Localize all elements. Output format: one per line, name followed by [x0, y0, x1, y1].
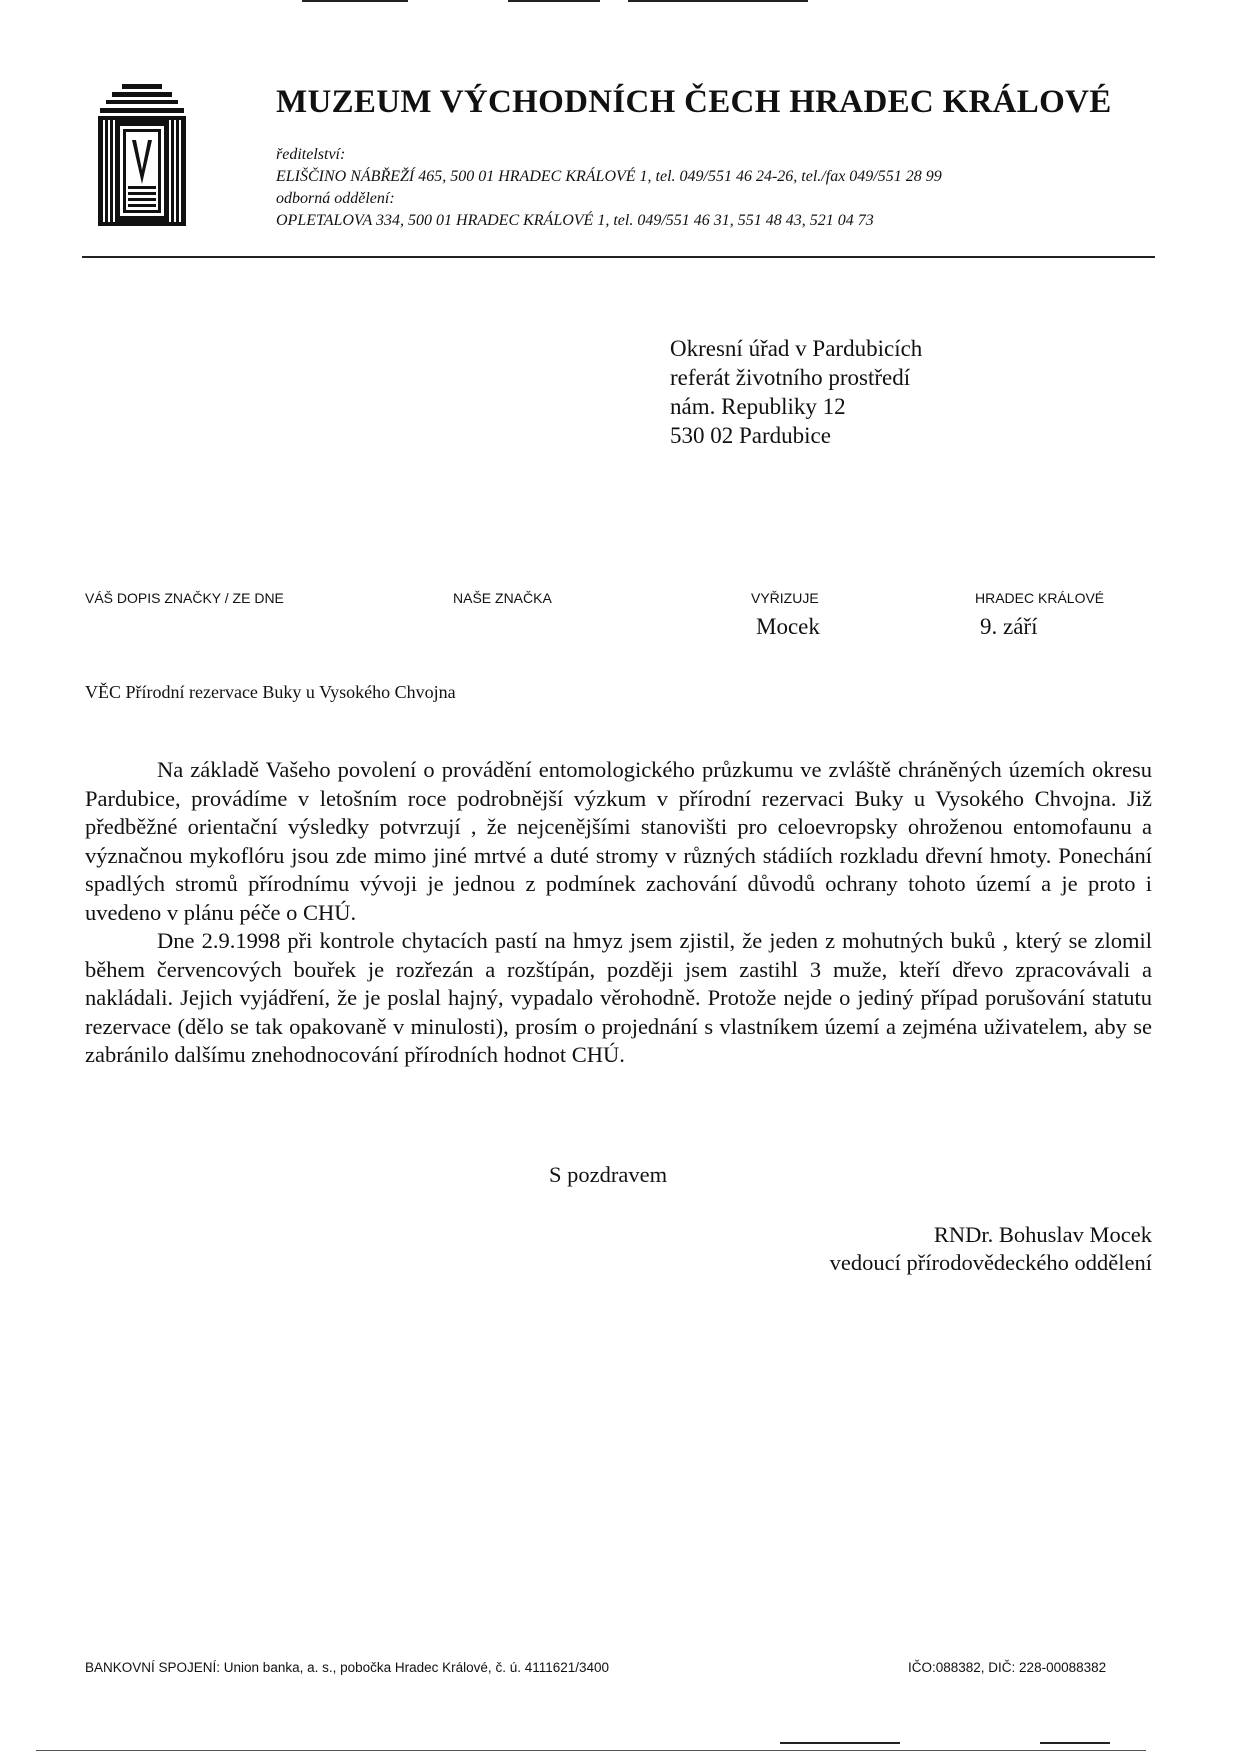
scan-artifact-bottom-3 — [1040, 1742, 1110, 1744]
signature-name: RNDr. Bohuslav Mocek — [933, 1222, 1152, 1247]
recipient-line-3: nám. Republiky 12 — [670, 394, 846, 419]
closing-greeting: S pozdravem — [549, 1162, 668, 1187]
scan-artifact-top-1 — [302, 0, 408, 2]
departments-address: OPLETALOVA 334, 500 01 HRADEC KRÁLOVÉ 1, tel. 049/551 46 31, 551 48 43, 521 04 73 — [276, 212, 874, 229]
directorate-label: ředitelství: — [276, 146, 346, 163]
scan-artifact-top-3 — [628, 0, 808, 2]
handled-by-label: VYŘIZUJE — [751, 590, 819, 606]
signature-role: vedoucí přírodovědeckého oddělení — [829, 1250, 1152, 1275]
body-paragraph-1: Na základě Vašeho povolení o provádění entomologického průzkumu ve zvláště chráněných územích okresu Pardubice, provádíme v letošním roce podrobnější výzkum v přírodní rezervaci Buky u Vysokého Chvojna. Již předběžné orientační výsledky potvrzují , že nejcenějšími stanovišti pro celoevropsky ohroženou entomofaunu a význačnou mykoflóru jsou zde mimo jiné mrtvé a duté stromy v různých stádiích rozkladu dřevní hmoty. Ponechání spadlých stromů přírodnímu vývoji je jednou z podmínek zachování důvodů ochrany tohoto území a je proto i uvedeno v plánu péče o CHÚ. — [85, 757, 1152, 925]
recipient-line-4: 530 02 Pardubice — [670, 423, 831, 448]
museum-logo-icon — [98, 84, 186, 226]
scan-artifact-top-2 — [508, 0, 600, 2]
handled-by-value: Mocek — [756, 614, 820, 639]
recipient-line-1: Okresní úřad v Pardubicích — [670, 336, 923, 361]
header-divider — [82, 256, 1155, 258]
letter-body — [85, 756, 1152, 1070]
scan-artifact-bottom-2 — [780, 1742, 900, 1744]
your-letter-label: VÁŠ DOPIS ZNAČKY / ZE DNE — [85, 590, 284, 606]
body-paragraph-2: Dne 2.9.1998 při kontrole chytacích pastí na hmyz jsem zjistil, že jeden z mohutných buků , který se zlomil během červencových bouřek je rozřezán a rozštípán, později jsem zastihl 3 muže, kteří dřevo zpracovávali a nakládali. Jejich vyjádření, že je poslal hajný, vypadalo věrohodně. Protože nejde o jediný případ porušování statutu rezervace (dělo se tak opakovaně v minulosti), prosím o projednání s vlastníkem území a zejména uživatelem, aby se zabránilo dalšímu znehodnocování přírodních hodnot CHÚ. — [85, 928, 1152, 1067]
departments-label: odborná oddělení: — [276, 190, 395, 207]
recipient-line-2: referát životního prostředí — [670, 365, 911, 390]
museum-name: MUZEUM VÝCHODNÍCH ČECH HRADEC KRÁLOVÉ — [276, 84, 1112, 120]
footer-bank-details: BANKOVNÍ SPOJENÍ: Union banka, a. s., pobočka Hradec Králové, č. ú. 4111621/3400 — [85, 1660, 610, 1675]
our-ref-label: NAŠE ZNAČKA — [453, 590, 552, 606]
directorate-address: ELIŠČINO NÁBŘEŽÍ 465, 500 01 HRADEC KRÁLOVÉ 1, tel. 049/551 46 24-26, tel./fax 049/551 28 99 — [276, 168, 942, 185]
scan-artifact-bottom — [36, 1750, 1146, 1751]
place-label: HRADEC KRÁLOVÉ — [975, 590, 1105, 606]
footer-company-ids: IČO:088382, DIČ: 228-00088382 — [908, 1660, 1107, 1675]
date-value: 9. září — [980, 614, 1038, 639]
subject-line: VĚC Přírodní rezervace Buky u Vysokého Chvojna — [85, 682, 456, 702]
